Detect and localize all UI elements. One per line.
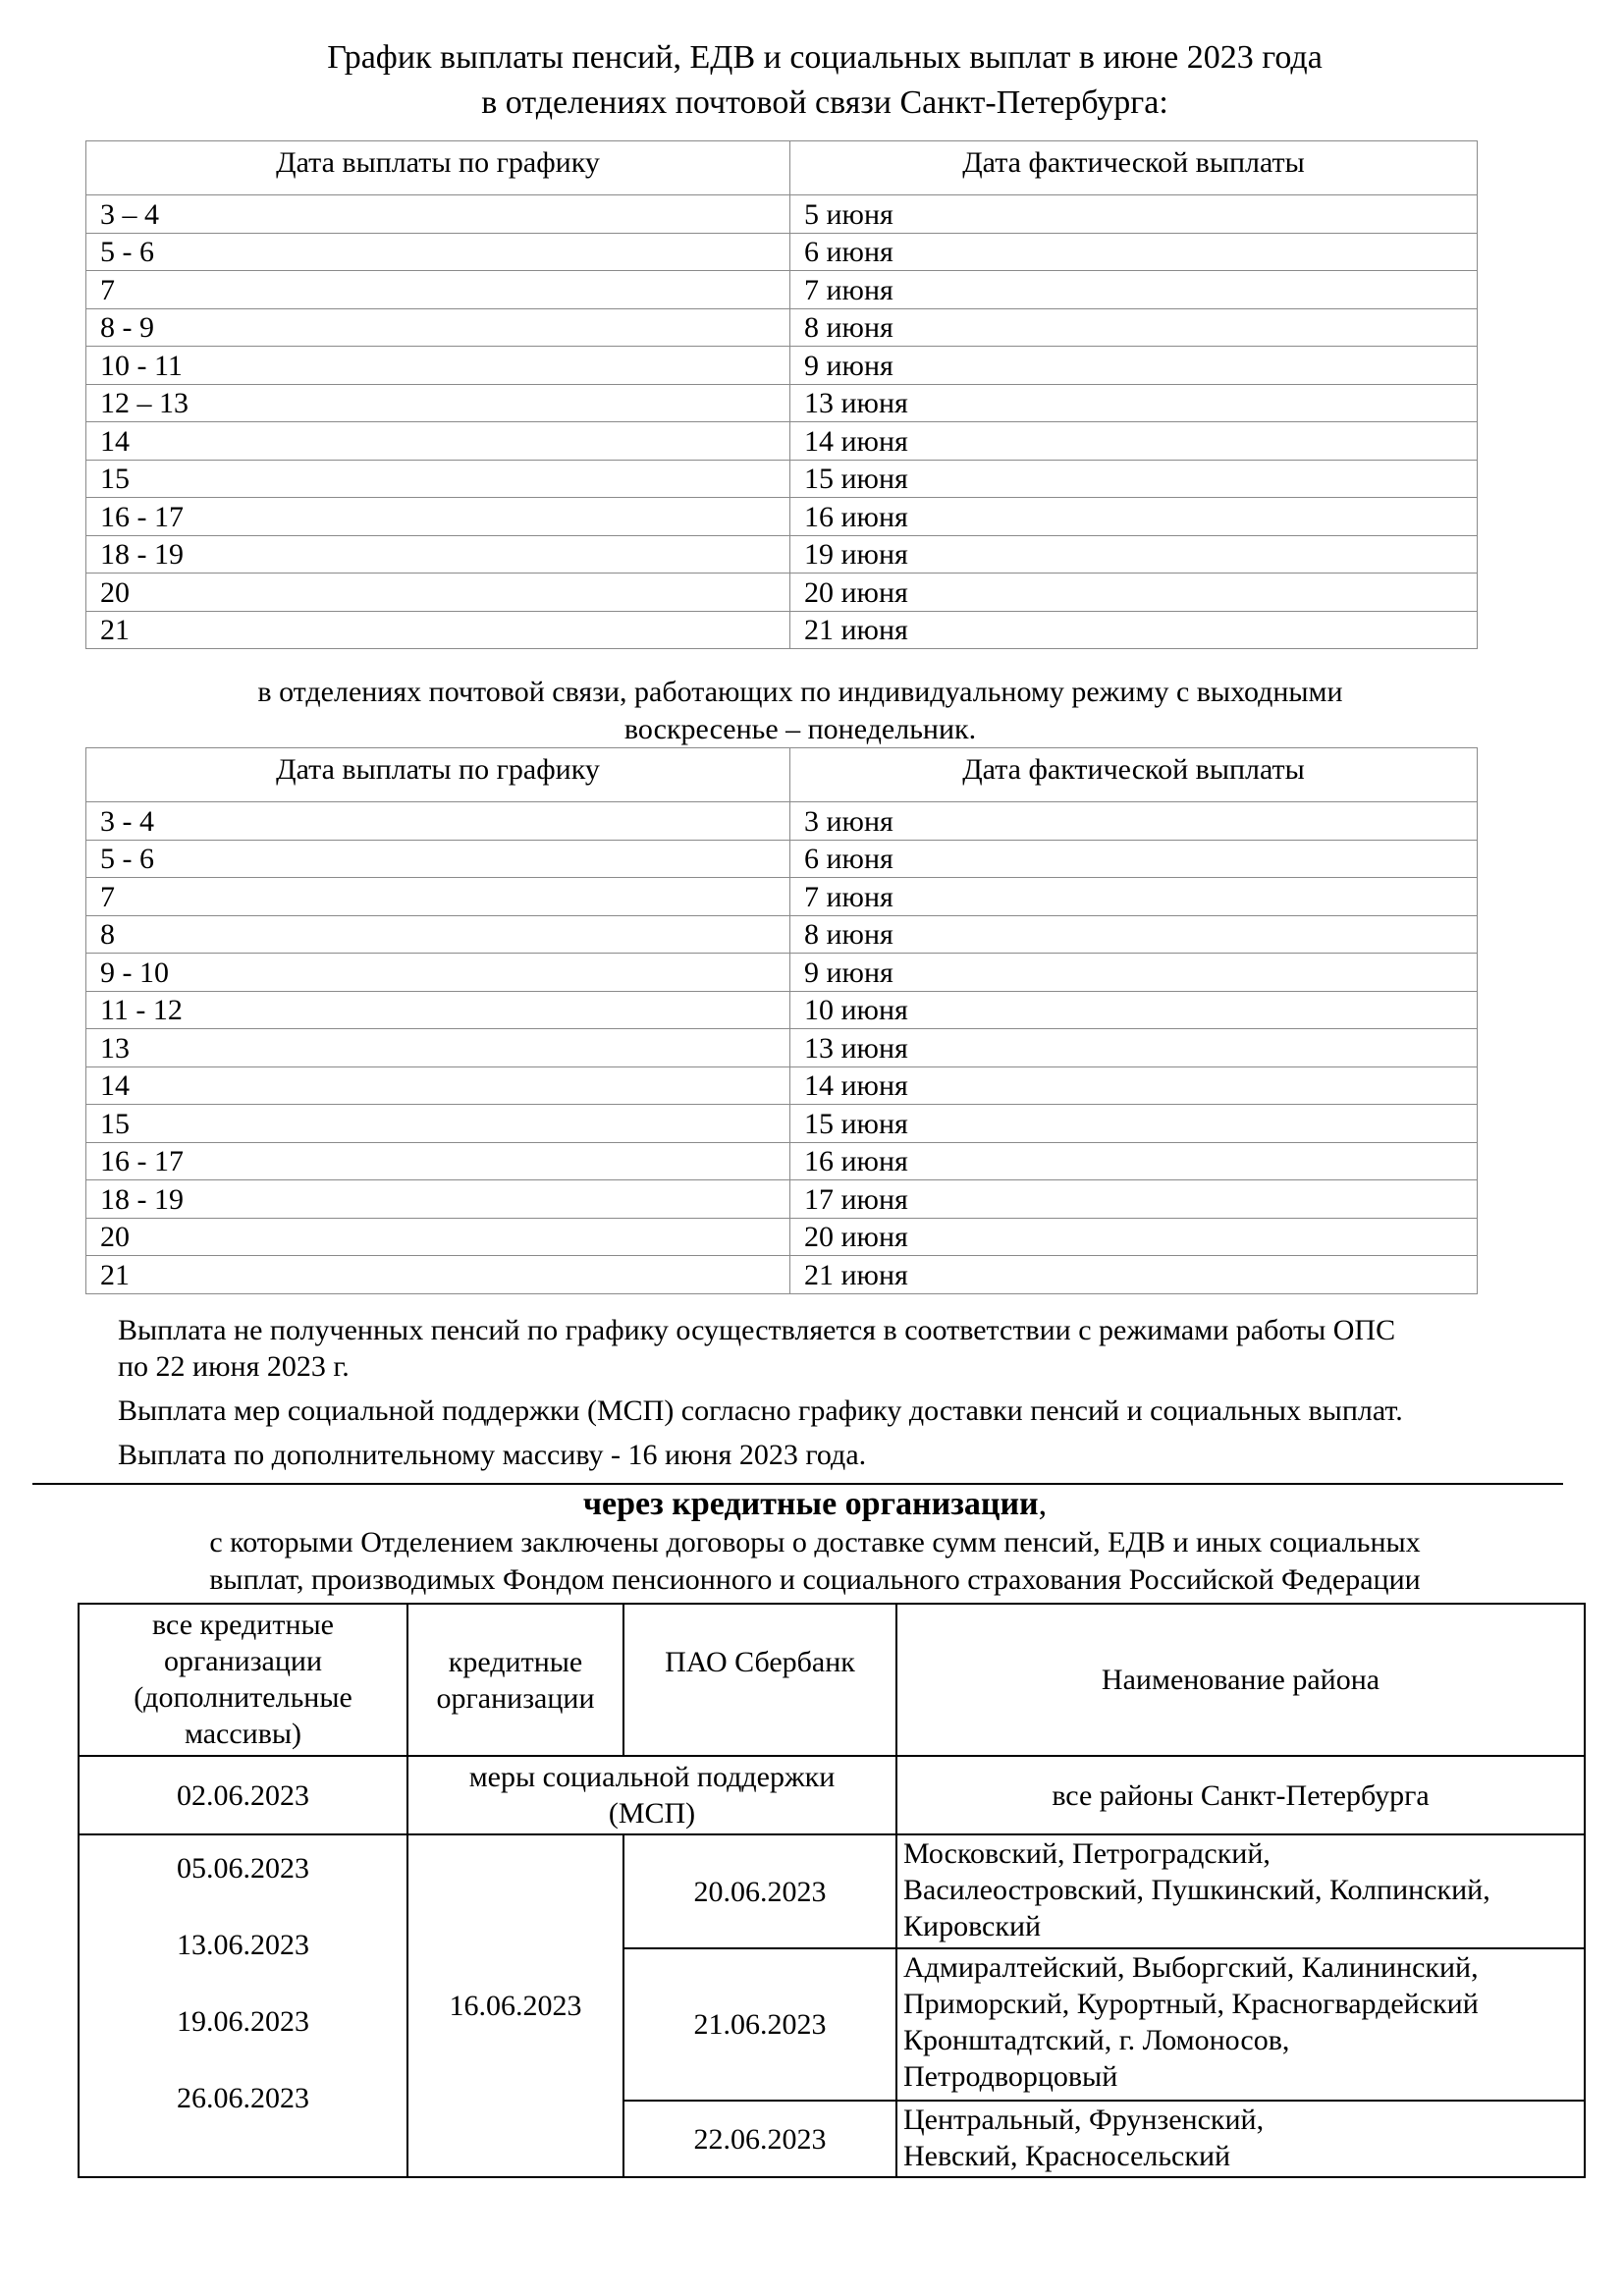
table-row xyxy=(86,1029,1478,1067)
credit-subtitle-line-1: с которыми Отделением заключены договоры о доставке сумм пенсий, ЕДВ и иных социальных xyxy=(209,1526,1421,1558)
actual-date-cell: 5 июня xyxy=(790,195,1478,234)
sber-date-cell: 21.06.2023 xyxy=(623,1948,896,2101)
credit-section-subtitle xyxy=(79,1524,1551,1599)
actual-date-cell: 13 июня xyxy=(790,1029,1478,1067)
actual-date-cell: 17 июня xyxy=(790,1180,1478,1219)
schedule-date-cell: 14 xyxy=(86,1066,790,1105)
schedule-date-cell: 3 – 4 xyxy=(86,195,790,234)
actual-date-cell: 9 июня xyxy=(790,347,1478,385)
table-row xyxy=(86,233,1478,271)
district-line: Московский, Петроградский, xyxy=(903,1837,1271,1870)
schedule-date-cell: 13 xyxy=(86,1029,790,1067)
title-line-2: в отделениях почтовой связи Санкт-Петербурга: xyxy=(481,84,1168,121)
credit-date-cell: 16.06.2023 xyxy=(407,1834,623,2177)
actual-date-cell: 16 июня xyxy=(790,498,1478,536)
credit-subtitle-line-2: выплат, производимых Фондом пенсионного и социального страхования Российской Федерации xyxy=(209,1563,1421,1596)
district-line: Центральный, Фрунзенский, xyxy=(903,2104,1265,2136)
msp-row xyxy=(79,1756,1585,1834)
sber-date-cell: 22.06.2023 xyxy=(623,2101,896,2177)
table-header-row xyxy=(86,141,1478,195)
table-row xyxy=(86,991,1478,1029)
table-row xyxy=(86,422,1478,461)
schedule-table-individual xyxy=(85,747,1478,1294)
schedule-date-cell: 18 - 19 xyxy=(86,535,790,574)
schedule-date-cell: 7 xyxy=(86,878,790,916)
credit-title-comma: , xyxy=(1038,1486,1048,1522)
actual-date-cell: 21 июня xyxy=(790,1256,1478,1294)
table-row xyxy=(86,460,1478,498)
msp-district-cell: все районы Санкт-Петербурга xyxy=(896,1756,1585,1834)
actual-date-cell: 3 июня xyxy=(790,802,1478,841)
note-line: по 22 июня 2023 г. xyxy=(118,1350,350,1383)
actual-date-cell: 19 июня xyxy=(790,535,1478,574)
table-row xyxy=(86,915,1478,954)
table-row xyxy=(86,954,1478,992)
actual-date-cell: 15 июня xyxy=(790,460,1478,498)
actual-date-cell: 14 июня xyxy=(790,422,1478,461)
schedule-date-cell: 5 - 6 xyxy=(86,840,790,878)
schedule-date-cell: 21 xyxy=(86,1256,790,1294)
schedule-date-cell: 8 xyxy=(86,915,790,954)
actual-date-cell: 20 июня xyxy=(790,1218,1478,1256)
msp-date-cell: 02.06.2023 xyxy=(79,1756,407,1834)
actual-date-cell: 13 июня xyxy=(790,384,1478,422)
header-line: кредитные xyxy=(448,1645,583,1678)
notes xyxy=(118,1312,1571,1481)
schedule-table-standard xyxy=(85,140,1478,649)
column-header-district: Наименование района xyxy=(896,1604,1585,1756)
schedule-date-cell: 14 xyxy=(86,422,790,461)
actual-date-cell: 9 июня xyxy=(790,954,1478,992)
msp-label-line: (МСП) xyxy=(608,1797,696,1830)
district-cell xyxy=(896,1834,1585,1948)
credit-title-text: через кредитные организации xyxy=(582,1486,1039,1522)
actual-date-cell: 6 июня xyxy=(790,233,1478,271)
table-row xyxy=(86,574,1478,612)
additional-date: 13.06.2023 xyxy=(177,1929,309,1961)
column-header-actual-date: Дата фактической выплаты xyxy=(790,141,1478,195)
table-row xyxy=(86,1180,1478,1219)
table-row xyxy=(86,611,1478,649)
actual-date-cell: 8 июня xyxy=(790,308,1478,347)
schedule-date-cell: 7 xyxy=(86,271,790,309)
schedule-date-cell: 21 xyxy=(86,611,790,649)
header-line: все кредитные xyxy=(152,1609,334,1641)
district-cell xyxy=(896,2101,1585,2177)
column-header-sberbank: ПАО Сбербанк xyxy=(623,1604,896,1756)
table-row xyxy=(86,1256,1478,1294)
schedule-date-cell: 16 - 17 xyxy=(86,498,790,536)
header-line: (дополнительные xyxy=(134,1681,352,1714)
schedule-date-cell: 9 - 10 xyxy=(86,954,790,992)
actual-date-cell: 7 июня xyxy=(790,878,1478,916)
table-row xyxy=(86,271,1478,309)
actual-date-cell: 16 июня xyxy=(790,1142,1478,1180)
district-cell xyxy=(896,1948,1585,2101)
table-row xyxy=(86,1218,1478,1256)
schedule-date-cell: 11 - 12 xyxy=(86,991,790,1029)
note-additional-array: Выплата по дополнительному массиву - 16 июня 2023 года. xyxy=(118,1439,867,1471)
table-header-row xyxy=(86,748,1478,802)
schedule-date-cell: 15 xyxy=(86,460,790,498)
schedule-date-cell: 10 - 11 xyxy=(86,347,790,385)
subheading-line-1: в отделениях почтовой связи, работающих по индивидуальному режиму с выходными xyxy=(257,676,1343,708)
column-header-schedule-date: Дата выплаты по графику xyxy=(86,748,790,802)
table-row xyxy=(86,384,1478,422)
schedule-date-cell: 20 xyxy=(86,1218,790,1256)
schedule-date-cell: 16 - 17 xyxy=(86,1142,790,1180)
sber-date-cell: 20.06.2023 xyxy=(623,1834,896,1948)
table-row xyxy=(79,1834,1585,1948)
column-header-all-credit-orgs xyxy=(79,1604,407,1756)
actual-date-cell: 7 июня xyxy=(790,271,1478,309)
district-line: Адмиралтейский, Выборгский, Калининский, xyxy=(903,1951,1479,1984)
district-line: Кировский xyxy=(903,1910,1042,1942)
note-line: Выплата не полученных пенсий по графику осуществляется в соответствии с режимами работы ОПС xyxy=(118,1314,1396,1346)
actual-date-cell: 15 июня xyxy=(790,1105,1478,1143)
title-line-1: График выплаты пенсий, ЕДВ и социальных выплат в июне 2023 года xyxy=(327,39,1323,76)
schedule-date-cell: 12 – 13 xyxy=(86,384,790,422)
district-line: Петродворцовый xyxy=(903,2060,1118,2093)
table-row xyxy=(86,1066,1478,1105)
note-msp: Выплата мер социальной поддержки (МСП) согласно графику доставки пенсий и социальных выплат. xyxy=(118,1394,1403,1427)
column-header-credit-orgs xyxy=(407,1604,623,1756)
table-row xyxy=(86,878,1478,916)
actual-date-cell: 20 июня xyxy=(790,574,1478,612)
msp-label-cell xyxy=(407,1756,896,1834)
table-row xyxy=(86,347,1478,385)
table-row xyxy=(86,308,1478,347)
schedule-date-cell: 15 xyxy=(86,1105,790,1143)
table-row xyxy=(86,195,1478,234)
additional-date: 26.06.2023 xyxy=(177,2082,309,2114)
schedule-date-cell: 5 - 6 xyxy=(86,233,790,271)
msp-label-line: меры социальной поддержки xyxy=(468,1761,836,1793)
credit-organizations-table xyxy=(78,1603,1586,2178)
note-unreceived-pensions xyxy=(118,1312,1571,1385)
table-row xyxy=(86,802,1478,841)
header-line: организации xyxy=(436,1681,595,1715)
district-line: Приморский, Курортный, Красногвардейский xyxy=(903,1988,1479,2020)
credit-section-title xyxy=(79,1483,1551,1526)
table-row xyxy=(86,840,1478,878)
additional-date: 19.06.2023 xyxy=(177,2005,309,2038)
column-header-actual-date: Дата фактической выплаты xyxy=(790,748,1478,802)
actual-date-cell: 10 июня xyxy=(790,991,1478,1029)
schedule-date-cell: 8 - 9 xyxy=(86,308,790,347)
table-row xyxy=(86,498,1478,536)
table-row xyxy=(86,535,1478,574)
document-title xyxy=(88,35,1561,126)
actual-date-cell: 6 июня xyxy=(790,840,1478,878)
schedule-date-cell: 18 - 19 xyxy=(86,1180,790,1219)
additional-date: 05.06.2023 xyxy=(177,1852,309,1885)
actual-date-cell: 8 июня xyxy=(790,915,1478,954)
district-line: Василеостровский, Пушкинский, Колпинский, xyxy=(903,1874,1490,1906)
district-line: Кронштадтский, г. Ломоносов, xyxy=(903,2024,1290,2056)
table-header-row xyxy=(79,1604,1585,1756)
schedule-date-cell: 3 - 4 xyxy=(86,802,790,841)
schedule-date-cell: 20 xyxy=(86,574,790,612)
header-line: организации xyxy=(163,1645,323,1677)
table-row xyxy=(86,1142,1478,1180)
subheading-line-2: воскресенье – понедельник. xyxy=(623,713,977,745)
actual-date-cell: 21 июня xyxy=(790,611,1478,649)
subheading xyxy=(147,674,1453,748)
column-header-schedule-date: Дата выплаты по графику xyxy=(86,141,790,195)
header-line: массивы) xyxy=(184,1718,302,1750)
additional-dates-cell xyxy=(79,1834,407,2177)
table-row xyxy=(86,1105,1478,1143)
district-line: Невский, Красносельский xyxy=(903,2140,1231,2172)
actual-date-cell: 14 июня xyxy=(790,1066,1478,1105)
